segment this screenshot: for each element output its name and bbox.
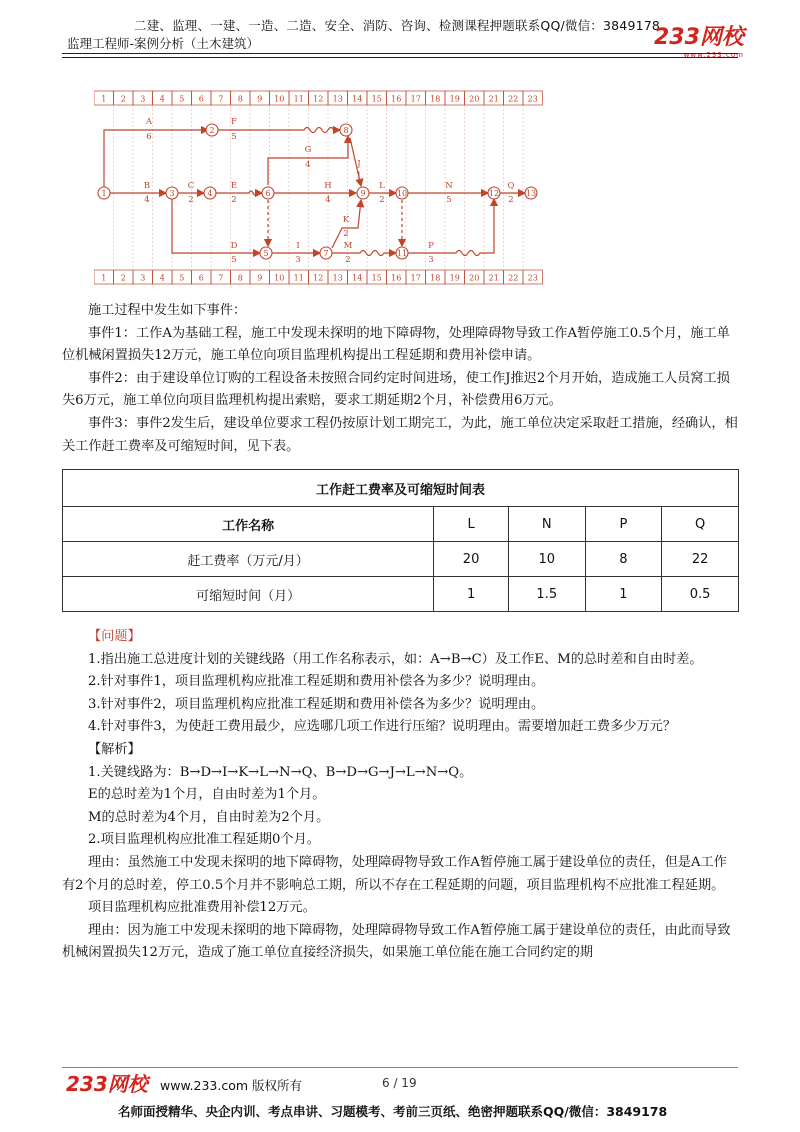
activity-duration: 4 (305, 160, 311, 170)
activity-name: A (145, 117, 153, 127)
time-scale-label: 11 (293, 273, 304, 283)
activity-name: I (296, 241, 300, 251)
activity-name: P (428, 241, 434, 251)
footer-promo-line: 名师面授精华、央企内训、考点串讲、习题模考、考前三页纸、绝密押题联系QQ/微信：3849178 (118, 1104, 668, 1119)
node-label: 2 (209, 126, 215, 135)
activity-duration: 2 (231, 195, 237, 205)
time-scale-label: 13 (332, 273, 343, 283)
activity-name: D (230, 241, 238, 251)
answer-item: 1.关键线路为：B→D→I→K→L→N→Q、B→D→G→J→L→N→Q。 (88, 764, 473, 780)
answer-item: 项目监理机构应批准费用补偿12万元。 (88, 900, 316, 916)
time-scale-label: 5 (179, 94, 185, 104)
table-header-row (63, 507, 739, 542)
table-cell: 赶工费率（万元/月） (63, 542, 434, 577)
activity-name: L (379, 181, 385, 191)
activity-duration: 4 (144, 195, 150, 205)
time-scale-label: 11 (293, 94, 304, 104)
node-label: 5 (263, 249, 269, 258)
crash-cost-table (62, 469, 739, 612)
node-label: 11 (396, 249, 408, 258)
table-header-cell: N (508, 507, 585, 542)
table-cell: 22 (662, 542, 739, 577)
table-header-cell: 工作名称 (63, 507, 434, 542)
activity-duration: 5 (231, 132, 237, 142)
activity-name: N (445, 181, 453, 191)
time-scale-bottom (94, 270, 543, 284)
activity-duration: 2 (343, 229, 349, 239)
activity-duration: 5 (446, 195, 452, 205)
time-scale-label: 3 (140, 273, 146, 283)
time-scale-label: 8 (237, 94, 243, 104)
node-label: 7 (323, 249, 329, 258)
network-diagram (94, 88, 549, 288)
time-scale-label: 6 (198, 94, 204, 104)
table-cell: 1.5 (508, 577, 585, 612)
table-header-cell: Q (662, 507, 739, 542)
table-cell: 10 (508, 542, 585, 577)
activity-name: G (304, 145, 312, 155)
activity-name: K (342, 215, 350, 225)
time-scale-label: 5 (179, 273, 185, 283)
answer-item: 理由：因为施工中发现未探明的地下障碍物，处理障碍物导致工作A暂停施工属于建设单位的责任，由此而导致机械闲置损失12万元，造成了施工单位直接经济损失，如果施工单位能在施工合同约定的期 (62, 922, 731, 961)
case-intro (62, 300, 738, 458)
time-scale-label: 16 (391, 273, 402, 283)
intro-line: 事件3：事件2发生后，建设单位要求工程仍按原计划工期完工，为此，施工单位决定采取赶工措施，经确认，相关工作赶工费率及可缩短时间，见下表。 (62, 415, 738, 454)
footer-divider (62, 1067, 738, 1068)
node-label: 10 (396, 189, 408, 198)
table-header-cell: P (585, 507, 662, 542)
answer-item: M的总时差为4个月，自由时差为2个月。 (88, 809, 330, 825)
node-label: 13 (525, 189, 537, 198)
time-scale-label: 3 (140, 94, 146, 104)
intro-line: 施工过程中发生如下事件： (88, 303, 247, 318)
question-item: 3.针对事件2，项目监理机构应批准工程延期和费用补偿各为多少？说明理由。 (88, 696, 545, 712)
time-scale-top (94, 91, 543, 105)
time-scale-label: 23 (527, 94, 538, 104)
page-number: 6 / 19 (382, 1076, 417, 1090)
activity-duration: 4 (325, 195, 331, 205)
time-scale-label: 7 (218, 94, 224, 104)
activity-name: F (231, 117, 237, 127)
time-scale-label: 7 (218, 273, 224, 283)
header-divider (62, 53, 738, 54)
time-scale-label: 19 (449, 94, 460, 104)
question-item: 1.指出施工总进度计划的关键线路（用工作名称表示，如：A→B→C）及工作E、M的总时差和自由时差。 (88, 651, 703, 667)
footer-site: www.233.com 版权所有 (160, 1078, 302, 1093)
answers-title: 【解析】 (88, 741, 141, 757)
time-scale-label: 16 (391, 94, 402, 104)
time-scale-label: 6 (198, 273, 204, 283)
activity-duration: 2 (188, 195, 194, 205)
node-label: 4 (207, 189, 213, 198)
time-scale-label: 22 (508, 94, 519, 104)
activity-duration: 3 (295, 255, 301, 265)
table-cell: 1 (585, 577, 662, 612)
question-item: 4.针对事件3，为使赶工费用最少，应选哪几项工作进行压缩？说明理由。需要增加赶工费多少万元？ (88, 719, 677, 735)
time-scale-label: 18 (430, 94, 441, 104)
time-scale-label: 22 (508, 273, 519, 283)
activity-name: J (357, 159, 361, 169)
time-scale-label: 19 (449, 273, 460, 283)
time-scale-label: 10 (274, 273, 285, 283)
activity-duration: 6 (146, 132, 152, 142)
activity-name: M (343, 241, 353, 251)
node-label: 3 (169, 189, 175, 198)
table-cell: 1 (434, 577, 509, 612)
activity-duration: 2 (508, 195, 514, 205)
questions-title: 【问题】 (88, 629, 141, 644)
time-scale-label: 20 (469, 94, 480, 104)
header-logo-text: 233网校 (654, 25, 744, 50)
table-cell: 0.5 (662, 577, 739, 612)
node-label: 1 (101, 189, 107, 198)
activity-name: Q (507, 181, 515, 191)
activity-name: E (230, 181, 238, 191)
questions-answers (62, 626, 738, 965)
time-scale-label: 10 (274, 94, 285, 104)
node-label: 12 (488, 189, 500, 198)
time-scale-label: 15 (371, 273, 382, 283)
activity-name: H (324, 181, 332, 191)
time-scale-label: 4 (159, 273, 165, 283)
table-row (63, 542, 739, 577)
time-scale-label: 21 (488, 273, 499, 283)
footer-logo: 233网校 (66, 1072, 148, 1096)
time-scale-label: 14 (352, 94, 363, 104)
time-scale-label: 12 (313, 273, 324, 283)
activity-duration: 3 (428, 255, 434, 265)
node-label: 9 (360, 189, 366, 198)
answer-item: 理由：虽然施工中发现未探明的地下障碍物，处理障碍物导致工作A暂停施工属于建设单位的责任，但是A工作有2个月的总时差，停工0.5个月并不影响总工期，所以不存在工程延期的问题，项目监理机构不应批准工程延期。 (62, 854, 727, 893)
activity-duration: 1 (356, 171, 362, 181)
time-scale-label: 2 (120, 94, 126, 104)
activity-name: B (143, 181, 151, 191)
node-label: 8 (343, 126, 349, 135)
activity-duration: 2 (345, 255, 351, 265)
table-header-cell: L (434, 507, 509, 542)
activity-duration: 2 (379, 195, 385, 205)
header-promo-line: 二建、监理、一建、一造、二造、安全、消防、咨询、检测课程押题联系QQ/微信：3849178 (134, 18, 661, 33)
table-row (63, 577, 739, 612)
intro-line: 事件1：工作A为基础工程，施工中发现未探明的地下障碍物，处理障碍物导致工作A暂停施工0.5个月，施工单位机械闲置损失12万元，施工单位向项目监理机构提出工程延期和费用补偿申请。 (62, 325, 730, 364)
time-scale-label: 14 (352, 273, 363, 283)
table-cell: 20 (434, 542, 509, 577)
question-item: 2.针对事件1，项目监理机构应批准工程延期和费用补偿各为多少？说明理由。 (88, 674, 545, 690)
intro-line: 事件2：由于建设单位订购的工程设备未按照合同约定时间进场，使工作J推迟2个月开始，造成施工人员窝工损失6万元，施工单位向项目监理机构提出索赔，要求工期延期2个月，补偿费用6万元。 (62, 370, 730, 409)
time-scale-label: 18 (430, 273, 441, 283)
time-scale-label: 1 (101, 94, 107, 104)
time-scale-label: 15 (371, 94, 382, 104)
time-scale-label: 1 (101, 273, 107, 283)
answer-item: 2.项目监理机构应批准工程延期0个月。 (88, 832, 320, 848)
time-scale-label: 17 (410, 94, 421, 104)
time-scale-label: 8 (237, 273, 243, 283)
time-scale-label: 20 (469, 273, 480, 283)
activity-duration: 5 (231, 255, 237, 265)
time-scale-label: 12 (313, 94, 324, 104)
header-logo-sub: www.233.com (683, 51, 744, 59)
time-scale-label: 21 (488, 94, 499, 104)
table-cell: 可缩短时间（月） (63, 577, 434, 612)
header-subtitle: 监理工程师-案例分析（土木建筑） (67, 36, 260, 51)
time-scale-label: 9 (257, 273, 263, 283)
header-divider-thin (62, 57, 738, 58)
table-caption: 工作赶工费率及可缩短时间表 (63, 470, 739, 507)
answer-item: E的总时差为1个月，自由时差为1个月。 (88, 787, 326, 803)
time-scale-label: 17 (410, 273, 421, 283)
time-scale-label: 2 (120, 273, 126, 283)
table-cell: 8 (585, 542, 662, 577)
time-scale-label: 9 (257, 94, 263, 104)
time-scale-label: 4 (159, 94, 165, 104)
node-label: 6 (265, 189, 271, 198)
time-scale-label: 23 (527, 273, 538, 283)
time-scale-label: 13 (332, 94, 343, 104)
activity-name: C (187, 181, 195, 191)
